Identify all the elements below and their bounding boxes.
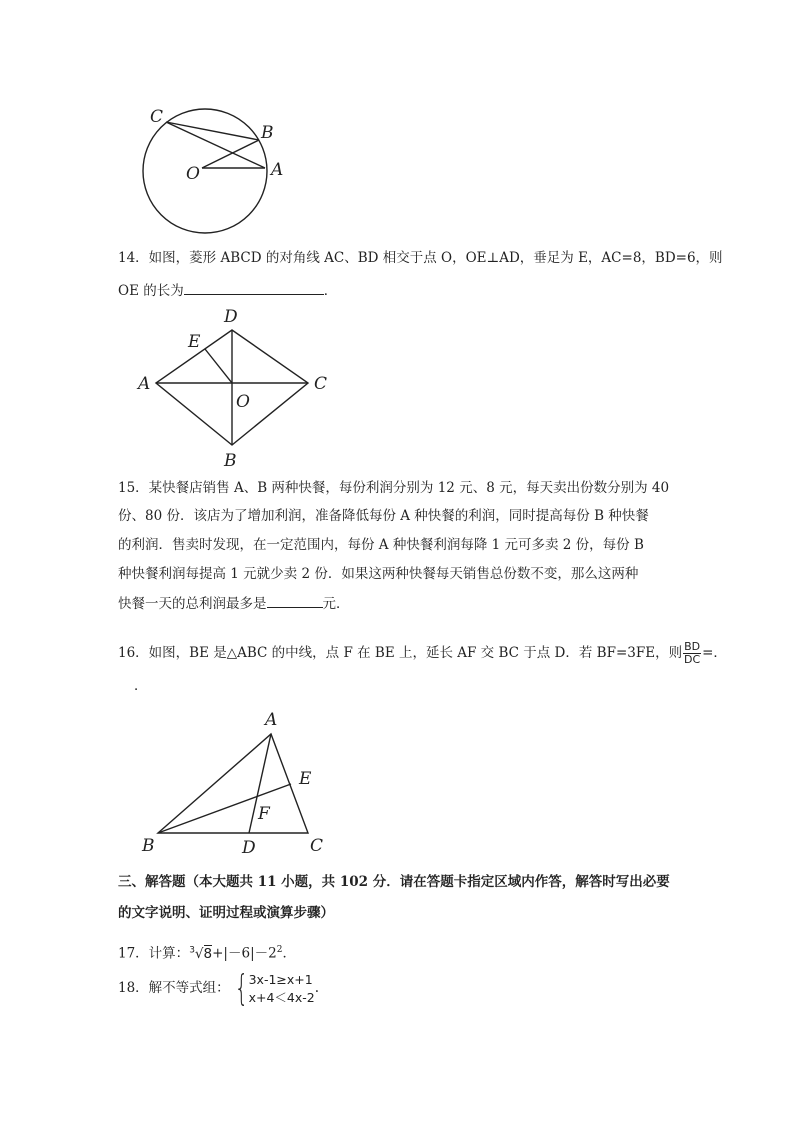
q16-dot2: ． (134, 678, 148, 694)
q17-rest: +|－6|－2 (212, 945, 277, 962)
section3-line1: 三、解答题（本大题共 11 小题，共 102 分．请在答题卡指定区域内作答，解答时写出必要 (118, 874, 670, 890)
q16-dot1: ． (713, 645, 727, 661)
q14-line2-text: OE 的长为 (118, 283, 184, 299)
brace-icon: { (234, 967, 249, 1009)
root-index: 3 (189, 945, 195, 955)
q14-line1: 14．如图，菱形 ABCD 的对角线 AC、BD 相交于点 O，OE⊥AD，垂足为 E，AC=8，BD=6，则 (118, 250, 723, 266)
median-be (158, 784, 291, 833)
label-c: C (310, 836, 324, 856)
label-f: F (258, 804, 270, 824)
label-o: O (186, 164, 200, 184)
q15-line3: 的利润．售卖时发现，在一定范围内，每份 A 种快餐利润每降 1 元可多卖 2 份，每份 B (118, 537, 644, 553)
q17-line (118, 940, 296, 964)
label-b: B (142, 836, 155, 856)
circle-figure (140, 108, 290, 238)
q14-line2-end: ． (323, 283, 338, 299)
q15-line5-end: 元． (322, 596, 350, 612)
label-e: E (299, 769, 312, 789)
cube-root: $^3$√8 (189, 945, 213, 962)
inequality-1: 3x-1≥x+1 (248, 971, 313, 987)
q15-line5-text: 快餐一天的总利润最多是 (118, 596, 267, 612)
label-c: C (150, 107, 164, 127)
label-d: D (224, 307, 238, 327)
segment-cb (166, 122, 259, 140)
label-o: O (236, 392, 250, 412)
q16-equals: = (702, 645, 714, 661)
label-a: A (271, 160, 284, 180)
label-a: A (265, 710, 278, 730)
label-d: D (242, 838, 256, 858)
circle-outline (143, 109, 267, 233)
label-e: E (188, 332, 201, 352)
inequality-system (249, 971, 315, 1007)
section3-line2: 的文字说明、证明过程或演算步骤） (118, 905, 334, 921)
q18-end: . (314, 980, 320, 996)
q16-line (118, 638, 727, 668)
q16-fraction (683, 641, 701, 666)
triangle-abc (158, 734, 308, 833)
q15-line2: 份、80 份．该店为了增加利润，准备降低每份 A 种快餐的利润，同时提高每份 B 种快餐 (118, 508, 649, 524)
rhombus-figure (136, 305, 336, 470)
q17-end: ． (282, 945, 296, 962)
radicand: 8 (203, 945, 213, 962)
q15-line4: 种快餐利润每提高 1 元就少卖 2 份．如果这两种快餐每天销售总份数不变，那么这两种 (118, 566, 639, 582)
label-b: B (224, 451, 237, 471)
q15-line5 (118, 593, 350, 614)
q16-frac-num: BD (684, 640, 701, 653)
q15-line1: 15．某快餐店销售 A、B 两种快餐，每份利润分别为 12 元、8 元，每天卖出份数分别为 40 (118, 480, 670, 496)
q16-text: 16．如图，BE 是△ABC 的中线，点 F 在 BE 上，延长 AF 交 BC 于点 D．若 BF=3FE，则 (118, 645, 683, 661)
label-b: B (261, 123, 274, 143)
label-c: C (314, 374, 328, 394)
triangle-figure (138, 708, 338, 858)
q17-prefix: 17．计算： (118, 945, 190, 962)
q14-line2 (118, 280, 337, 301)
q16-frac-den: DC (684, 653, 701, 666)
segment-ob (202, 140, 259, 168)
q18-prefix: 18．解不等式组： (118, 980, 230, 996)
q15-answer-blank[interactable] (267, 593, 323, 608)
inequality-2: x+4＜4x-2 (248, 989, 315, 1005)
q14-answer-blank[interactable] (184, 280, 324, 295)
q18-line (118, 968, 319, 1008)
q17-exponent: 2 (276, 945, 283, 955)
segment-oe (205, 349, 232, 383)
label-a: A (138, 374, 151, 394)
